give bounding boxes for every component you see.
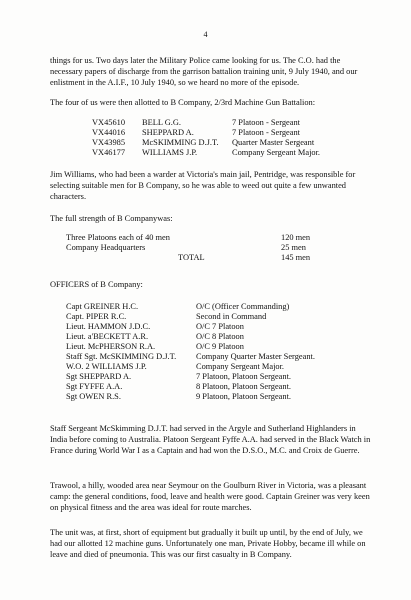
officer-name: W.O. 2 WILLIAMS J.P. xyxy=(66,362,147,371)
officer-role: O/C (Officer Commanding) xyxy=(196,302,290,311)
officer-name: Sgt OWEN R.S. xyxy=(66,392,121,401)
strength-value: 25 men xyxy=(281,243,306,252)
strength-total-value: 145 men xyxy=(281,253,311,262)
officer-name: Sgt SHEPPARD A. xyxy=(66,372,132,381)
soldier-role: Company Sergeant Major. xyxy=(232,148,321,157)
strength-label: Three Platoons each of 40 men xyxy=(66,233,170,242)
officer-role: Company Sergeant Major. xyxy=(196,362,285,371)
officer-role: 8 Platoon, Platoon Sergeant. xyxy=(196,382,291,391)
officer-name: Capt GREINER H.C. xyxy=(66,302,139,311)
paragraph-officers-heading: OFFICERS of B Company: xyxy=(50,280,143,289)
officer-role: 7 Platoon, Platoon Sergeant. xyxy=(196,372,291,381)
service-number: VX43985 xyxy=(92,138,126,147)
officer-role: O/C 8 Platoon xyxy=(196,332,244,341)
paragraph-trawool: Trawool, a hilly, wooded area near Seymour on the Goulburn River in Victoria, was a pleasant camp: the general conditions, food, leave and health were good. Captain Greiner was very keen on physical fitness and the area was ideal for route marches. xyxy=(50,481,370,512)
paragraph-equipment: The unit was, at first, short of equipment but gradually it built up until, by the end of July, we had our allotted 12 machine guns. Unfortunately one man, Private Hobby, became ill while on leave and died of pneumonia. This was our first casualty in B Company. xyxy=(50,528,366,559)
soldier-name: BELL G.G. xyxy=(142,118,181,127)
paragraph-allotment: The four of us were then allotted to B Company, 2/3rd Machine Gun Battalion: xyxy=(50,98,316,107)
officer-name: Lieut. HAMMON J.D.C. xyxy=(66,322,151,331)
officer-role: Second in Command xyxy=(196,312,267,321)
soldier-role: 7 Platoon - Sergeant xyxy=(232,128,300,137)
soldier-role: Quarter Master Sergeant xyxy=(232,138,315,147)
service-number: VX44016 xyxy=(92,128,126,137)
officer-role: 9 Platoon, Platoon Sergeant. xyxy=(196,392,291,401)
paragraph-jim-williams: Jim Williams, who had been a warder at Victoria's main jail, Pentridge, was responsible for selecting suitable men for B Company, so he was able to weed out quite a few unwanted characters. xyxy=(50,170,356,201)
soldier-name: SHEPPARD A. xyxy=(142,128,194,137)
strength-label: Company Headquarters xyxy=(66,243,146,252)
paragraph-mcskimming: Staff Sergeant McSkimming D.J.T. had served in the Argyle and Sutherland Highlanders in India before coming to Australia. Platoon Sergeant Fyffe A.A. had served in the Black Watch in France during World War I as a Captain and had won the D.S.O., M.C. and Croix de Guerre. xyxy=(50,424,371,455)
paragraph-strength-heading: The full strength of B Companywas: xyxy=(50,214,173,223)
officer-name: Staff Sgt. McSKIMMING D.J.T. xyxy=(66,352,177,361)
officer-role: Company Quarter Master Sergeant. xyxy=(196,352,315,361)
officer-name: Capt. PIPER R.C. xyxy=(66,312,127,321)
officer-name: Lieut. a'BECKETT A.R. xyxy=(66,332,149,341)
strength-value: 120 men xyxy=(281,233,311,242)
officer-name: Sgt FYFFE A.A. xyxy=(66,382,123,391)
soldier-name: WILLIAMS J.P. xyxy=(142,148,198,157)
officer-name: Lieut. McPHERSON R.A. xyxy=(66,342,156,351)
officer-role: O/C 9 Platoon xyxy=(196,342,244,351)
page-number: 4 xyxy=(203,30,208,39)
service-number: VX46177 xyxy=(92,148,126,157)
soldier-name: McSKIMMING D.J.T. xyxy=(142,138,219,147)
service-number: VX45610 xyxy=(92,118,126,127)
soldier-role: 7 Platoon - Sergeant xyxy=(232,118,300,127)
officer-role: O/C 7 Platoon xyxy=(196,322,244,331)
strength-total-label: TOTAL xyxy=(178,253,205,262)
paragraph-discharge: things for us. Two days later the Military Police came looking for us. The C.O. had the necessary papers of discharge from the garrison battalion training unit, 9 July 1940, and our enlistment in the A.I.F., 10 July 1940, so we heard no more of the episode. xyxy=(50,56,358,87)
